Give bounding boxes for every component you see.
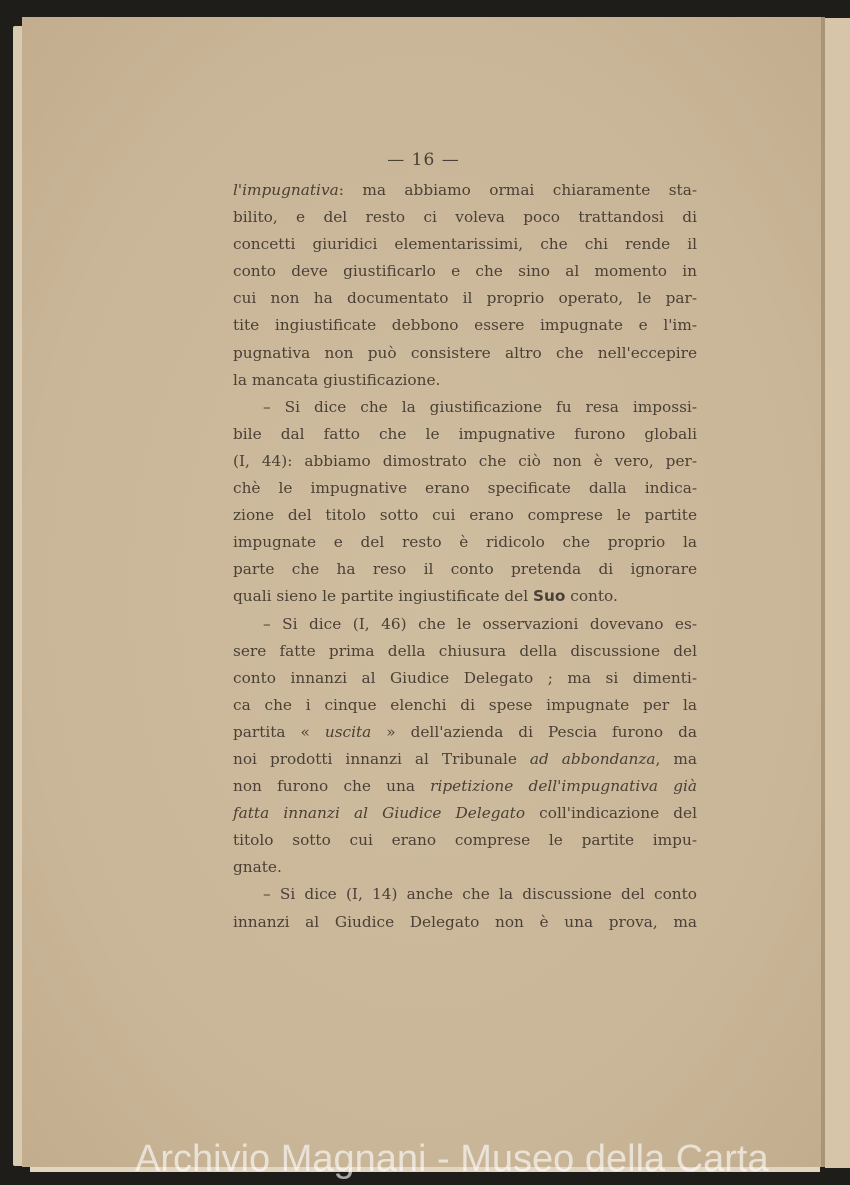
- text-run: innanzi al Giudice Delegato non è una prova, ma: [233, 912, 697, 931]
- text-line: [233, 665, 697, 692]
- text-line: [233, 854, 697, 881]
- text-run: » dell'azienda di Pescia furono da: [371, 722, 697, 741]
- text-run: concetti giuridici elementarissimi, che chi rende il: [233, 235, 697, 254]
- text-line: [233, 204, 697, 231]
- text-run: cui non ha documentato il proprio operato, le par-: [233, 289, 697, 308]
- text-run: ca che i cinque elenchi di spese impugnate per la: [233, 695, 697, 714]
- text-run: – Si dice che la giustificazione fu resa impossi-: [263, 397, 697, 416]
- text-run: gnate.: [233, 858, 282, 877]
- text-line: [233, 881, 697, 908]
- text-run: parte che ha reso il conto pretenda di ignorare: [233, 560, 697, 579]
- text-run: la mancata giustificazione.: [233, 370, 441, 389]
- text-run: tite ingiustificate debbono essere impugnate e l'im-: [233, 316, 697, 335]
- text-run: impugnate e del resto è ridicolo che proprio la: [233, 533, 697, 552]
- text-line: [233, 285, 697, 312]
- text-run: (I, 44): abbiamo dimostrato che ciò non è vero, per-: [233, 451, 697, 470]
- text-run: zione del titolo sotto cui erano comprese le partite: [233, 506, 697, 525]
- italic-text: fatta innanzi al Giudice Delegato: [233, 804, 526, 823]
- text-run: conto innanzi al Giudice Delegato ; ma si dimenti-: [233, 668, 697, 687]
- text-line: [233, 800, 697, 827]
- text-line: [233, 177, 697, 204]
- text-run: pugnativa non può consistere altro che nell'eccepire: [233, 343, 697, 362]
- text-line: [233, 692, 697, 719]
- text-line: [233, 394, 697, 421]
- text-line: [233, 638, 697, 665]
- text-run: coll'indicazione del: [525, 804, 697, 823]
- text-line: [233, 719, 697, 746]
- text-line: [233, 258, 697, 285]
- text-line: [233, 231, 697, 258]
- bold-text: Suo: [533, 587, 566, 606]
- text-line: [233, 475, 697, 502]
- text-run: titolo sotto cui erano comprese le partite impu-: [233, 831, 697, 850]
- page-number: — 16 —: [387, 150, 460, 170]
- text-run: partita «: [233, 722, 325, 741]
- text-line: [233, 502, 697, 529]
- text-line: [233, 340, 697, 367]
- text-run: noi prodotti innanzi al Tribunale: [233, 749, 530, 768]
- text-line: [233, 312, 697, 339]
- text-run: bile dal fatto che le impugnative furono globali: [233, 424, 697, 443]
- text-run: bilito, e del resto ci voleva poco trattandosi di: [233, 208, 697, 227]
- text-run: chè le impugnative erano specificate dalla indica-: [233, 479, 697, 498]
- text-run: conto.: [565, 587, 618, 606]
- text-run: non furono che una: [233, 777, 431, 796]
- text-run: , ma: [655, 749, 697, 768]
- text-line: [233, 448, 697, 475]
- text-line: [233, 556, 697, 583]
- text-line: [233, 909, 697, 936]
- text-run: sere fatte prima della chiusura della discussione del: [233, 641, 697, 660]
- page-spine: [821, 17, 825, 1167]
- document-page: [22, 17, 825, 1167]
- watermark: Archivio Magnani - Museo della Carta: [135, 1138, 769, 1180]
- text-run: : ma abbiamo ormai chiaramente sta-: [338, 181, 697, 199]
- text-line: [233, 583, 697, 610]
- body-text: [233, 177, 697, 936]
- text-line: [233, 746, 697, 773]
- text-run: – Si dice (I, 14) anche che la discussione del conto: [263, 885, 697, 904]
- text-line: [233, 827, 697, 854]
- text-line: [233, 529, 697, 556]
- italic-text: l'impugnativa: [233, 181, 339, 199]
- text-line: [233, 611, 697, 638]
- text-line: [233, 773, 697, 800]
- text-line: [233, 421, 697, 448]
- italic-text: uscita: [324, 722, 372, 741]
- italic-text: ripetizione dell'impugnativa già: [430, 777, 697, 796]
- italic-text: ad abbondanza: [529, 749, 656, 768]
- text-run: quali sieno le partite ingiustificate del: [233, 587, 533, 606]
- text-line: [233, 367, 697, 394]
- text-run: – Si dice (I, 46) che le osservazioni dovevano es-: [263, 614, 697, 633]
- text-run: conto deve giustificarlo e che sino al momento in: [233, 262, 697, 281]
- next-page-edge: [825, 18, 850, 1168]
